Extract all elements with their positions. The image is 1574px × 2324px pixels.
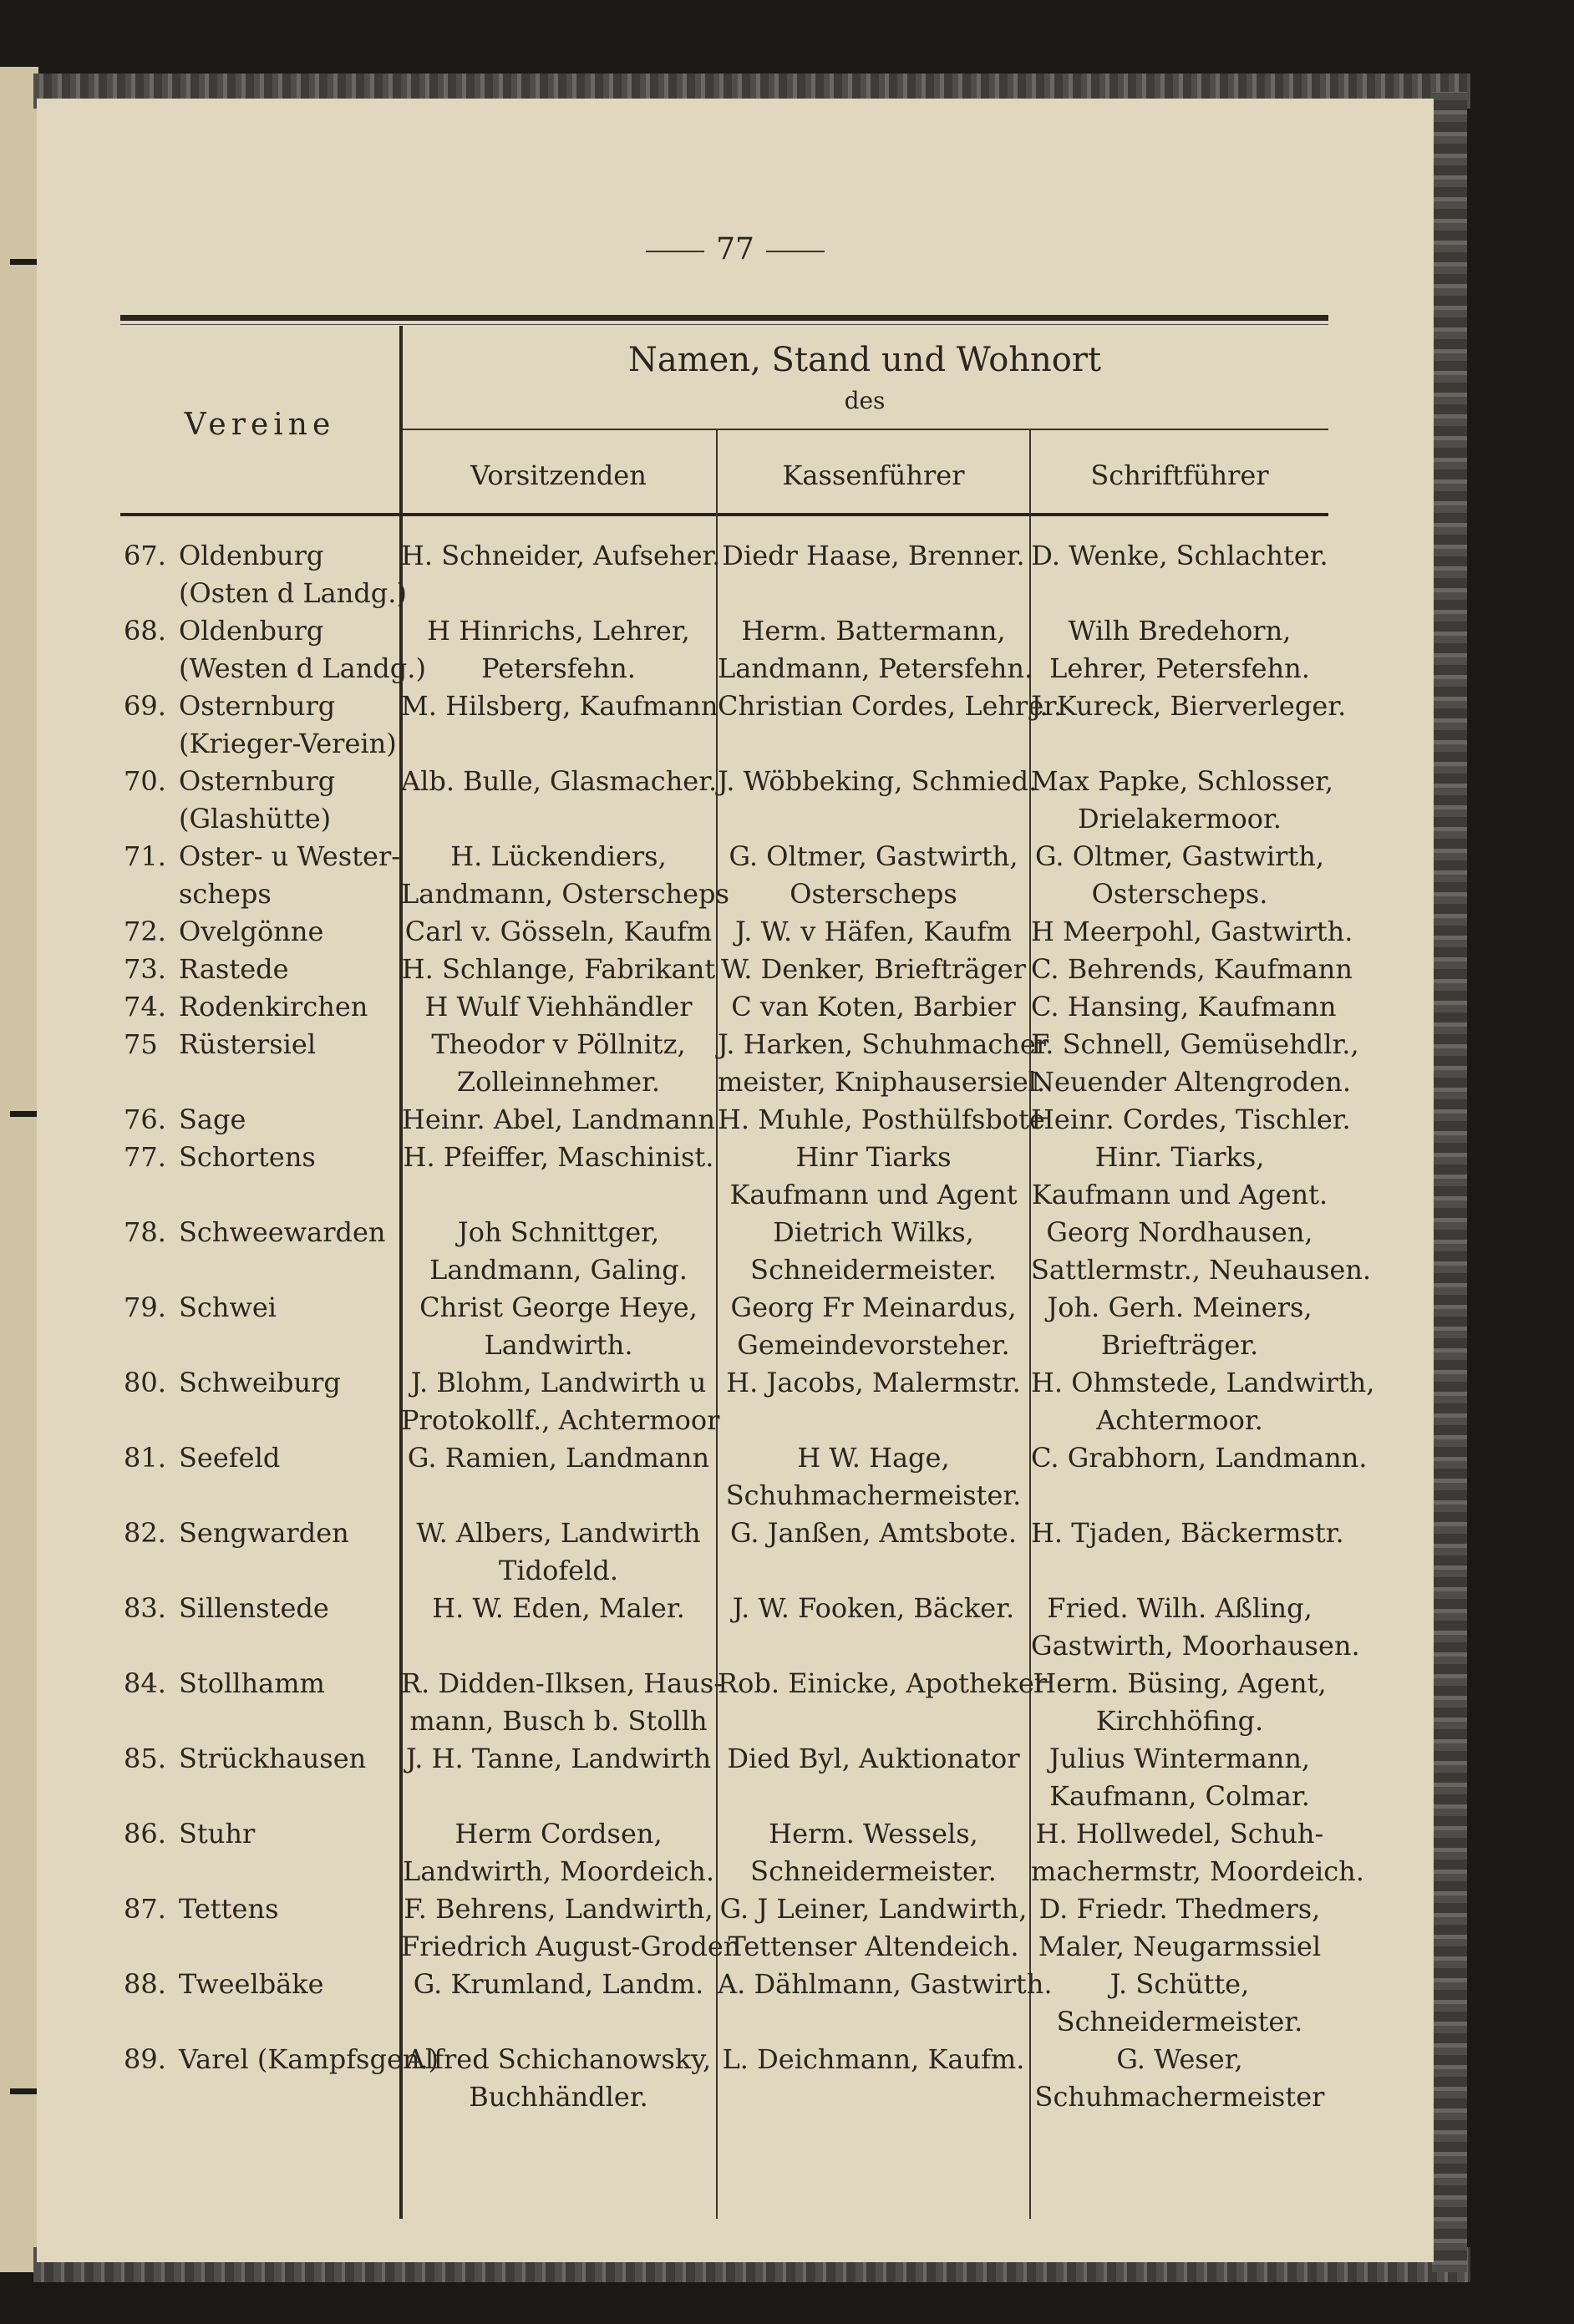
chair-cell: H. W. Eden, Maler. <box>432 1592 685 1624</box>
treasurer-cell: Herm. Battermann, <box>741 615 1006 647</box>
treasurer-cell: J. W. v Häfen, Kaufm <box>734 916 1013 947</box>
club-cell: Rüstersiel <box>179 1028 317 1060</box>
secretary-cell: Kaufmann und Agent. <box>1031 1179 1328 1210</box>
club-cell: Rodenkirchen <box>179 991 368 1022</box>
club-cell: (Krieger-Verein) <box>179 728 397 759</box>
treasurer-cell: J. Wöbbeking, Schmied. <box>718 765 1038 797</box>
club-cell: Stollhamm <box>179 1667 325 1699</box>
row-number: 71. <box>124 840 166 872</box>
secretary-cell: Schneidermeister. <box>1056 2006 1303 2037</box>
chair-cell: H Wulf Viehhändler <box>424 991 693 1022</box>
treasurer-cell: Hinr Tiarks <box>795 1141 952 1173</box>
secretary-cell: machermstr, Moordeich. <box>1031 1855 1364 1887</box>
secretary-cell: Herm. Büsing, Agent, <box>1033 1667 1327 1699</box>
secretary-cell: Kaufmann, Colmar. <box>1049 1780 1310 1812</box>
treasurer-cell: W. Denker, Briefträger <box>720 953 1027 985</box>
secretary-cell: Max Papke, Schlosser, <box>1031 765 1334 797</box>
row-number: 82. <box>124 1517 166 1549</box>
row-number: 77. <box>124 1141 166 1173</box>
chair-cell: H. Schlange, Fabrikant <box>401 953 716 985</box>
secretary-cell: Kirchhöfing. <box>1095 1705 1264 1737</box>
secretary-cell: Schuhmachermeister <box>1034 2081 1325 2113</box>
header-divider-rule <box>401 429 1328 430</box>
treasurer-cell: Tettenser Altendeich. <box>728 1931 1019 1962</box>
page-number <box>37 232 1434 266</box>
row-number: 74. <box>124 991 166 1022</box>
treasurer-cell: H W. Hage, <box>797 1442 950 1474</box>
secretary-cell: C. Grabhorn, Landmann. <box>1031 1442 1368 1474</box>
club-cell: Schortens <box>179 1141 316 1173</box>
adjacent-page-edge <box>0 67 38 2272</box>
chair-cell: Tidofeld. <box>499 1555 618 1586</box>
secretary-cell: Osterscheps. <box>1091 878 1268 910</box>
club-cell: Tweelbäke <box>179 1968 324 2000</box>
treasurer-cell: G. Oltmer, Gastwirth, <box>729 840 1018 872</box>
club-cell: Seefeld <box>179 1442 281 1474</box>
column-header-clubs: Vereine <box>184 408 336 442</box>
club-cell: Osternburg <box>179 765 336 797</box>
header-bottom-rule <box>120 513 1328 516</box>
secretary-cell: Achtermoor. <box>1096 1404 1263 1436</box>
column-header-secretary: Schriftführer <box>1090 459 1269 491</box>
secretary-cell: Fried. Wilh. Aßling, <box>1047 1592 1313 1624</box>
club-cell: Sengwarden <box>179 1517 349 1549</box>
treasurer-cell: Christian Cordes, Lehrer. <box>718 690 1063 722</box>
secretary-cell: G. Weser, <box>1116 2043 1243 2075</box>
chair-cell: F. Behrens, Landwirth, <box>404 1893 713 1925</box>
treasurer-cell: C van Koten, Barbier <box>731 991 1016 1022</box>
club-cell: Tettens <box>179 1893 279 1925</box>
secretary-cell: C. Hansing, Kaufmann <box>1031 991 1337 1022</box>
row-number: 75 <box>124 1028 158 1060</box>
row-number: 88. <box>124 1968 166 2000</box>
page-number-text: 77 <box>716 232 754 266</box>
secretary-cell: G. Oltmer, Gastwirth, <box>1035 840 1324 872</box>
club-cell: (Westen d Landg.) <box>179 652 426 684</box>
chair-cell: Landwirth. <box>484 1329 633 1361</box>
secretary-cell: Gastwirth, Moorhausen. <box>1031 1630 1360 1662</box>
treasurer-cell: Osterscheps <box>790 878 957 910</box>
row-number: 78. <box>124 1216 166 1248</box>
chair-cell: Christ George Heye, <box>419 1291 698 1323</box>
treasurer-cell: G. Janßen, Amtsbote. <box>730 1517 1017 1549</box>
row-number: 68. <box>124 615 166 647</box>
row-number: 67. <box>124 540 166 571</box>
chair-cell: Alfred Schichanowsky, <box>405 2043 712 2075</box>
secretary-cell: H. Tjaden, Bäckermstr. <box>1031 1517 1344 1549</box>
secretary-cell: Joh. Gerh. Meiners, <box>1047 1291 1313 1323</box>
treasurer-cell: Georg Fr Meinardus, <box>730 1291 1017 1323</box>
row-number: 79. <box>124 1291 166 1323</box>
row-number: 69. <box>124 690 166 722</box>
treasurer-cell: L. Deichmann, Kaufm. <box>722 2043 1025 2075</box>
secretary-cell: D. Wenke, Schlachter. <box>1031 540 1328 571</box>
secretary-cell: Drielakermoor. <box>1078 803 1282 835</box>
treasurer-cell: A. Dählmann, Gastwirth. <box>718 1968 1053 2000</box>
treasurer-cell: Schneidermeister. <box>750 1855 997 1887</box>
secretary-cell: H Meerpohl, Gastwirth. <box>1031 916 1353 947</box>
chair-cell: Heinr. Abel, Landmann <box>402 1104 715 1135</box>
chair-cell: Petersfehn. <box>481 652 636 684</box>
ornament-dash <box>646 251 704 252</box>
club-cell: Strückhausen <box>179 1743 367 1774</box>
treasurer-cell: Kaufmann und Agent <box>729 1179 1018 1210</box>
club-cell: Sage <box>179 1104 246 1135</box>
secretary-cell: J. Kureck, Bierverleger. <box>1031 690 1347 722</box>
column-header-chair: Vorsitzenden <box>470 459 647 491</box>
treasurer-cell: J. W. Fooken, Bäcker. <box>732 1592 1015 1624</box>
secretary-cell: Hinr. Tiarks, <box>1094 1141 1265 1173</box>
ornament-dash <box>766 251 825 252</box>
row-number: 80. <box>124 1367 166 1398</box>
row-number: 86. <box>124 1818 166 1850</box>
treasurer-cell: meister, Kniphausersiel. <box>718 1066 1046 1098</box>
club-cell: Schweiburg <box>179 1367 341 1398</box>
chair-cell: H. Schneider, Aufseher. <box>401 540 721 571</box>
column-header-treasurer: Kassenführer <box>782 459 965 491</box>
club-cell: Oldenburg <box>179 615 324 647</box>
chair-cell: J. Blohm, Landwirth u <box>410 1367 707 1398</box>
secretary-cell: Briefträger. <box>1100 1329 1259 1361</box>
treasurer-cell: Landmann, Petersfehn. <box>718 652 1033 684</box>
treasurer-cell: Gemeindevorsteher. <box>737 1329 1010 1361</box>
treasurer-cell: Herm. Wessels, <box>769 1818 978 1850</box>
treasurer-cell: H. Muhle, Posthülfsbote <box>718 1104 1045 1135</box>
chair-cell: Theodor v Pöllnitz, <box>431 1028 686 1060</box>
book-page <box>37 99 1434 2262</box>
chair-cell: Landmann, Osterscheps <box>401 878 729 910</box>
club-cell: Schwei <box>179 1291 277 1323</box>
chair-cell: H. Pfeiffer, Maschinist. <box>403 1141 714 1173</box>
club-cell: Varel (Kampfsgen.) <box>179 2043 439 2075</box>
club-cell: Sillenstede <box>179 1592 329 1624</box>
row-number: 70. <box>124 765 166 797</box>
club-cell: (Glashütte) <box>179 803 332 835</box>
club-cell: Oldenburg <box>179 540 324 571</box>
secretary-cell: F. Schnell, Gemüsehdlr., <box>1031 1028 1359 1060</box>
treasurer-cell: Schuhmachermeister. <box>725 1479 1022 1511</box>
chair-cell: Joh Schnittger, <box>457 1216 660 1248</box>
secretary-cell: Sattlermstr., Neuhausen. <box>1031 1254 1372 1286</box>
row-number: 89. <box>124 2043 166 2075</box>
row-number: 81. <box>124 1442 166 1474</box>
club-cell: Ovelgönne <box>179 916 324 947</box>
secretary-cell: Heinr. Cordes, Tischler. <box>1031 1104 1351 1135</box>
secretary-cell: C. Behrends, Kaufmann <box>1031 953 1353 985</box>
row-number: 85. <box>124 1743 166 1774</box>
header-main: Namen, Stand und Wohnort <box>627 341 1102 379</box>
chair-cell: Landwirth, Moordeich. <box>402 1855 715 1887</box>
chair-cell: Alb. Bulle, Glasmacher. <box>401 765 718 797</box>
secretary-cell: Neuender Altengroden. <box>1031 1066 1351 1098</box>
secretary-cell: H. Ohmstede, Landwirth, <box>1031 1367 1375 1398</box>
chair-cell: H. Lückendiers, <box>450 840 667 872</box>
chair-cell: Protokollf., Achtermoor <box>401 1404 720 1436</box>
club-cell: Rastede <box>179 953 289 985</box>
table-top-rule-thin <box>120 324 1328 325</box>
chair-cell: W. Albers, Landwirth <box>416 1517 701 1549</box>
secretary-cell: Julius Wintermann, <box>1048 1743 1311 1774</box>
chair-cell: Buchhändler. <box>469 2081 648 2113</box>
chair-cell: G. Krumland, Landm. <box>413 1968 704 2000</box>
secretary-cell: H. Hollwedel, Schuh- <box>1035 1818 1324 1850</box>
chair-cell: mann, Busch b. Stollh <box>409 1705 708 1737</box>
chair-cell: H Hinrichs, Lehrer, <box>427 615 690 647</box>
treasurer-cell: Died Byl, Auktionator <box>727 1743 1020 1774</box>
club-cell: scheps <box>179 878 272 910</box>
row-number: 76. <box>124 1104 166 1135</box>
chair-cell: Zolleinnehmer. <box>456 1066 661 1098</box>
chair-cell: Friedrich August-Groden <box>401 1931 741 1962</box>
chair-cell: Landmann, Galing. <box>429 1254 688 1286</box>
row-number: 87. <box>124 1893 166 1925</box>
secretary-cell: Maler, Neugarmssiel <box>1038 1931 1322 1962</box>
chair-cell: Carl v. Gösseln, Kaufm <box>404 916 713 947</box>
row-number: 73. <box>124 953 166 985</box>
treasurer-cell: Rob. Einicke, Apotheker <box>718 1667 1048 1699</box>
treasurer-cell: G. J Leiner, Landwirth, <box>719 1893 1028 1925</box>
chair-cell: M. Hilsberg, Kaufmann <box>401 690 718 722</box>
secretary-cell: Georg Nordhausen, <box>1046 1216 1313 1248</box>
treasurer-cell: H. Jacobs, Malermstr. <box>726 1367 1021 1398</box>
secretary-cell: D. Friedr. Thedmers, <box>1038 1893 1321 1925</box>
club-cell: Schweewarden <box>179 1216 386 1248</box>
chair-cell: R. Didden-Ilksen, Haus- <box>401 1667 724 1699</box>
row-number: 84. <box>124 1667 166 1699</box>
secretary-cell: Lehrer, Petersfehn. <box>1049 652 1310 684</box>
secretary-cell: Wilh Bredehorn, <box>1068 615 1292 647</box>
treasurer-cell: Schneidermeister. <box>750 1254 997 1286</box>
secretary-cell: J. Schütte, <box>1109 1968 1250 2000</box>
treasurer-cell: Dietrich Wilks, <box>773 1216 974 1248</box>
treasurer-cell: J. Harken, Schuhmacher <box>718 1028 1049 1060</box>
table-top-rule <box>120 315 1328 321</box>
club-cell: (Osten d Landg.) <box>179 577 407 609</box>
treasurer-cell: Diedr Haase, Brenner. <box>722 540 1025 571</box>
row-number: 72. <box>124 916 166 947</box>
header-des: des <box>844 387 886 414</box>
club-cell: Osternburg <box>179 690 336 722</box>
cover-right <box>1432 92 1467 2272</box>
chair-cell: Herm Cordsen, <box>454 1818 663 1850</box>
club-cell: Stuhr <box>179 1818 256 1850</box>
club-cell: Oster- u Wester- <box>179 840 401 872</box>
chair-cell: G. Ramien, Landmann <box>407 1442 710 1474</box>
chair-cell: J. H. Tanne, Landwirth <box>405 1743 712 1774</box>
row-number: 83. <box>124 1592 166 1624</box>
